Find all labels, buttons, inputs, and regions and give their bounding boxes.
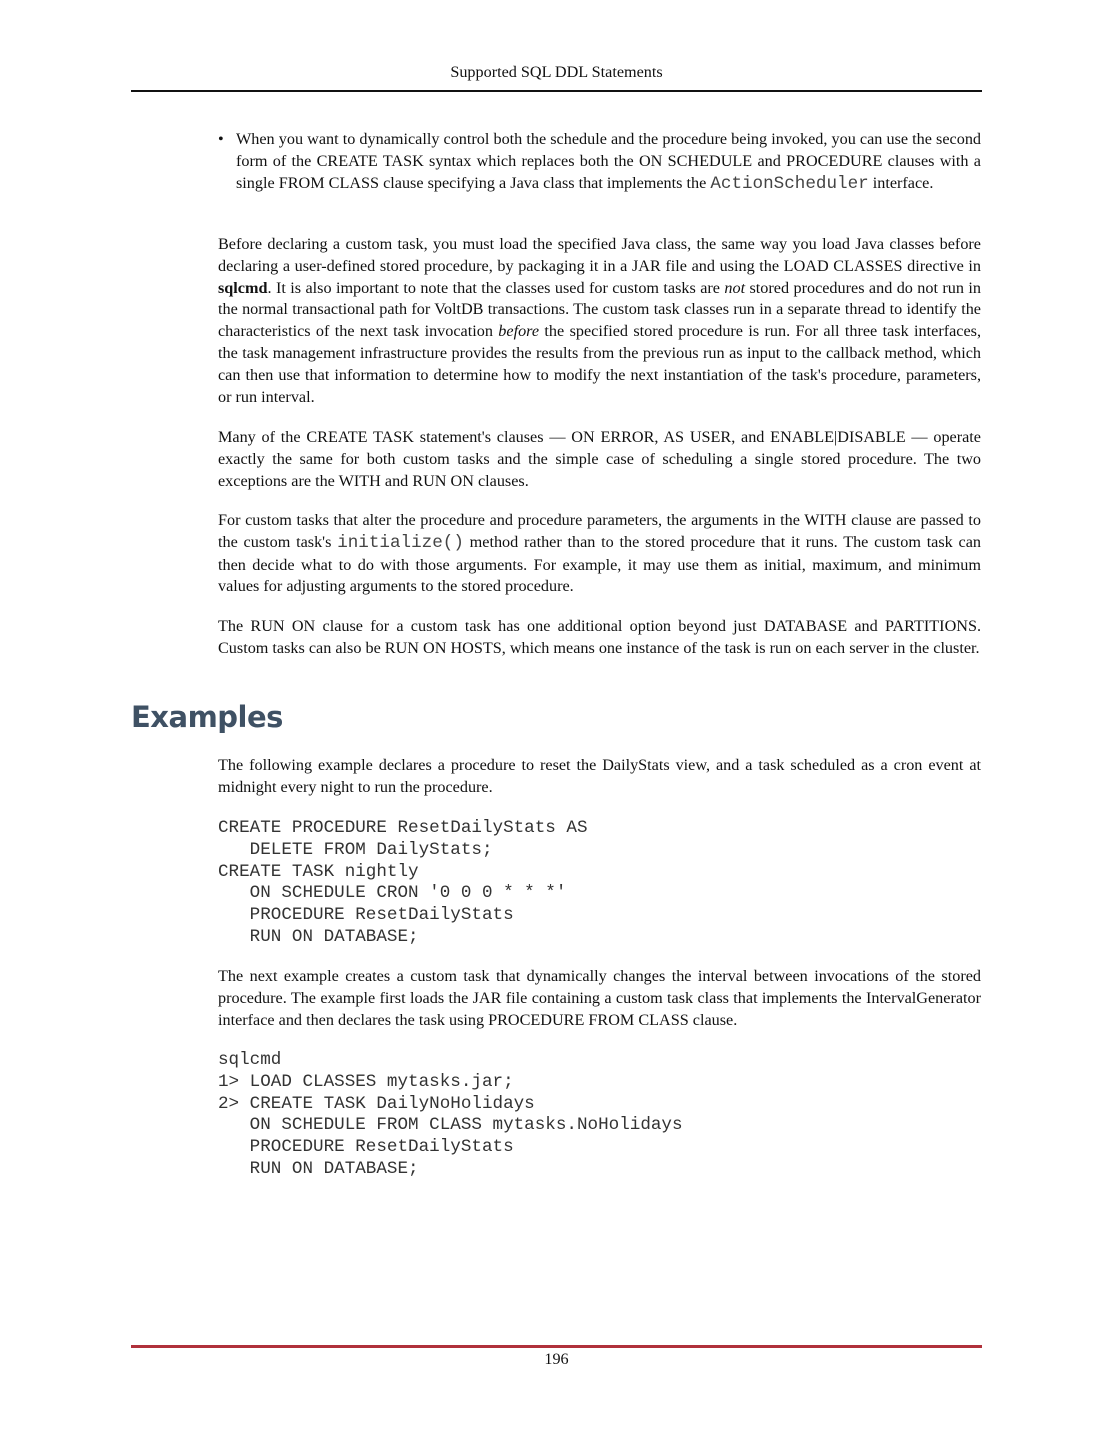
example-intro-2: The next example creates a custom task that dynamically changes the interval between invocations of the stored procedure. The example first loads the JAR file containing a custom task class that implements the IntervalGenerator interface and then declares the task using PROCEDURE FROM CLASS clause. — [218, 967, 981, 1029]
text: When you want to dynamically control both the schedule and the procedure being invoked, you can use the second form of the CREATE TASK syntax which replaces both the ON SCHEDULE and PROCEDURE clauses with a single FROM CLASS clause specifying a Java class that implements the — [236, 130, 981, 192]
running-header: Supported SQL DDL Statements — [450, 63, 663, 81]
emphasis: before — [498, 322, 540, 341]
section-heading-examples: Examples — [131, 700, 283, 734]
header-rule — [131, 90, 982, 92]
bold-term: sqlcmd — [218, 278, 268, 297]
paragraph-clauses: Many of the CREATE TASK statement's clauses — ON ERROR, AS USER, and ENABLE|DISABLE — operate exactly the same for both custom tasks and the simple case of scheduling a single stored procedure. The two exceptions are the WITH and RUN ON clauses. — [218, 428, 981, 490]
paragraph-custom-task-loading — [218, 234, 981, 408]
code-example-2: sqlcmd 1> LOAD CLASSES mytasks.jar; 2> CREATE TASK DailyNoHolidays ON SCHEDULE FROM CLASS mytasks.NoHolidays PROCEDURE ResetDailyStats RUN ON DATABASE; — [218, 1050, 683, 1179]
paragraph-with-clause — [218, 510, 981, 598]
inline-code: ActionScheduler — [710, 173, 869, 194]
text: interface. — [868, 173, 934, 192]
text: stored procedures and do not run in the normal transactional path for VoltDB transactions. The custom task classes run in a separate thread to identify the characteristics of the next task invocation — [218, 278, 982, 341]
text: For custom tasks that alter the procedure and procedure parameters, the arguments in the WITH clause are passed to the custom task's — [218, 511, 981, 551]
text: method rather than to the stored procedure that it runs. The custom task can then decide what to do with those arguments. For example, it may use them as initial, maximum, and minimum values for adjusting arguments to the stored procedure. — [218, 532, 982, 596]
text: Before declaring a custom task, you must load the specified Java class, the same way you load Java classes before declaring a user-defined stored procedure, by packaging it in a JAR file and using the LOAD CLASSES directive in — [218, 235, 981, 275]
bullet-marker: • — [218, 130, 224, 148]
example-intro-1: The following example declares a procedure to reset the DailyStats view, and a task scheduled as a cron event at midnight every night to run the procedure. — [218, 756, 981, 796]
footer-rule — [131, 1345, 982, 1348]
bullet-item — [236, 129, 981, 195]
paragraph-run-on: The RUN ON clause for a custom task has one additional option beyond just DATABASE and PARTITIONS. Custom tasks can also be RUN ON HOSTS, which means one instance of the task is run on each server in the cluster. — [218, 617, 981, 657]
text: . It is also important to note that the classes used for custom tasks are — [267, 278, 725, 297]
inline-code: initialize() — [337, 532, 464, 553]
text: the specified stored procedure is run. For all three task interfaces, the task management infrastructure provides the results from the previous run as input to the callback method, which can then use that information to determine how to modify the next instantiation of the task's procedure, parameters, or run interval. — [218, 322, 981, 406]
emphasis: not — [724, 278, 746, 297]
code-example-1: CREATE PROCEDURE ResetDailyStats AS DELETE FROM DailyStats; CREATE TASK nightly ON SCHEDULE CRON '0 0 0 * * *' PROCEDURE ResetDailyStats RUN ON DATABASE; — [218, 818, 588, 947]
page-number: 196 — [544, 1350, 569, 1368]
